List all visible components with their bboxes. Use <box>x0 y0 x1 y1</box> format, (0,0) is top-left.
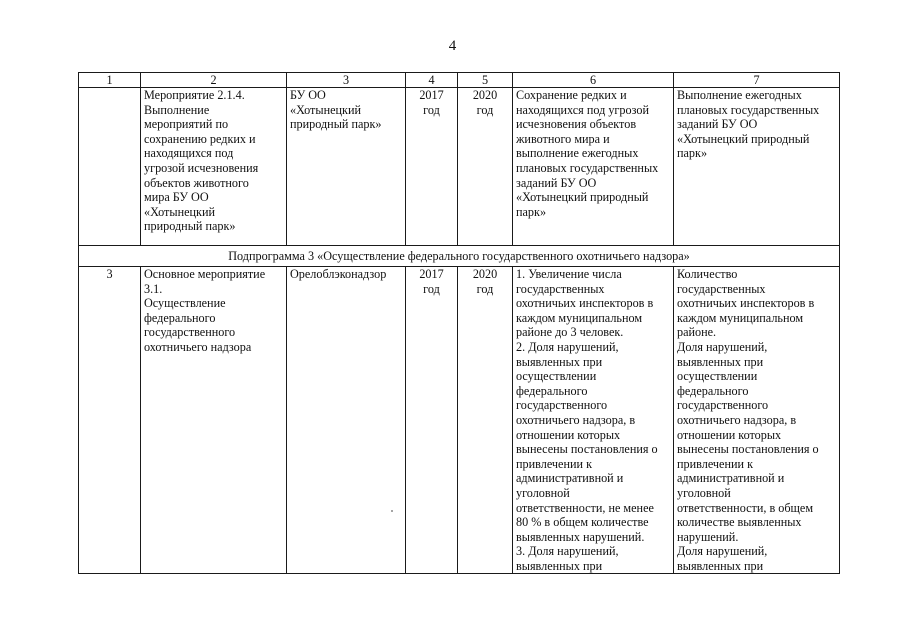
text-line: 2017 <box>419 267 444 281</box>
text-line: вынесены постановления о <box>677 442 819 457</box>
expected-result-cell <box>513 267 674 574</box>
text-line: государственного <box>677 398 769 413</box>
text-line: парк» <box>677 146 708 161</box>
text-line: уголовной <box>516 485 570 500</box>
text-line: выявленных при <box>516 558 603 573</box>
text-line: заданий БУ ОО <box>677 117 758 132</box>
text-line: Выполнение ежегодных <box>677 88 802 102</box>
header-cell: 6 <box>513 73 674 88</box>
text-line: охотничьего надзора, в <box>516 412 636 427</box>
text-line: охотничьего надзора, в <box>677 412 797 427</box>
text-line: сохранению редких и <box>144 131 256 146</box>
subprogram-title: Подпрограмма 3 «Осуществление федерального государственного охотничьего надзора» <box>79 246 840 267</box>
start-year-cell <box>406 267 458 574</box>
text-line: природный парк» <box>290 117 382 132</box>
text-line: федерального <box>144 310 216 325</box>
text-line: 80 % в общем количестве <box>516 515 649 530</box>
text-line: Количество <box>677 267 738 281</box>
text-line: 2020 <box>472 88 498 102</box>
text-line: мероприятий по <box>144 117 229 132</box>
text-line: каждом муниципальном <box>677 310 804 325</box>
page-number: 4 <box>448 38 457 54</box>
text-line: федерального <box>677 383 749 398</box>
text-line: ответственности, не менее <box>516 500 654 515</box>
text-line: Сохранение редких и <box>516 88 627 102</box>
indicator-cell <box>674 88 840 246</box>
event-cell <box>141 267 287 574</box>
text-line: охотничьих инспекторов в <box>677 296 815 311</box>
text-line: 2. Доля нарушений, <box>516 339 619 354</box>
text-line: животного мира и <box>516 131 610 146</box>
text-line: охотничьего надзора <box>144 339 252 354</box>
table-row <box>79 267 840 574</box>
start-year-cell <box>406 88 458 246</box>
text-line: уголовной <box>677 485 731 500</box>
table-row <box>79 88 840 246</box>
header-cell: 4 <box>406 73 458 88</box>
text-line: «Хотынецкий природный <box>516 190 649 205</box>
header-cell: 7 <box>674 73 840 88</box>
indicator-cell <box>674 267 840 574</box>
text-line: парк» <box>516 204 547 219</box>
text-line: осуществлении <box>677 369 758 384</box>
text-line: Осуществление <box>144 296 226 311</box>
subprogram-row <box>79 246 840 267</box>
text-line: мира БУ ОО <box>144 190 209 205</box>
text-line: выявленных при <box>677 558 764 573</box>
text-line: выявленных при <box>516 354 603 369</box>
text-line: «Хотынецкий <box>290 102 361 117</box>
header-cell: 3 <box>287 73 406 88</box>
text-line: Доля нарушений, <box>677 339 768 354</box>
table-header-row <box>79 73 840 88</box>
text-line: привлечении к <box>516 456 592 471</box>
text-line: угрозой исчезновения <box>144 160 259 175</box>
text-line: «Хотынецкий природный <box>677 131 810 146</box>
end-year-cell <box>458 88 513 246</box>
text-line: «Хотынецкий <box>144 204 215 219</box>
executor-cell <box>287 88 406 246</box>
event-cell <box>141 88 287 246</box>
text-line: природный парк» <box>144 219 236 234</box>
text-line: районе до 3 человек. <box>516 325 624 340</box>
text-line: охотничьих инспекторов в <box>516 296 654 311</box>
text-line: осуществлении <box>516 369 597 384</box>
text-line: исчезновения объектов <box>516 117 637 132</box>
header-cell: 5 <box>458 73 513 88</box>
text-line: государственного <box>516 398 608 413</box>
text-line: заданий БУ ОО <box>516 175 597 190</box>
text-line: государственных <box>516 281 605 296</box>
end-year-cell <box>458 267 513 574</box>
text-line: 1. Увеличение числа <box>516 267 622 281</box>
text-line: год <box>476 102 494 117</box>
text-line: районе. <box>677 325 717 340</box>
header-cell: 2 <box>141 73 287 88</box>
text-line: объектов животного <box>144 175 249 190</box>
text-line: привлечении к <box>677 456 753 471</box>
text-line: 3. Доля нарушений, <box>516 544 619 559</box>
text-line: Мероприятие 2.1.4. <box>144 88 245 102</box>
text-line: год <box>476 281 494 296</box>
text-line: Орелоблэконадзор <box>290 267 387 281</box>
scan-speck <box>391 510 393 512</box>
text-line: год <box>423 102 440 117</box>
text-line: каждом муниципальном <box>516 310 643 325</box>
text-line: ответственности, в общем <box>677 500 814 515</box>
text-line: выполнение ежегодных <box>516 146 639 161</box>
text-line: административной и <box>516 471 624 486</box>
text-line: нарушений. <box>677 529 739 544</box>
text-line: Доля нарушений, <box>677 544 768 559</box>
program-table <box>78 72 840 574</box>
header-cell: 1 <box>79 73 141 88</box>
text-line: государственного <box>144 325 236 340</box>
text-line: плановых государственных <box>516 160 659 175</box>
text-line: БУ ОО <box>290 88 326 102</box>
row-number-cell: 3 <box>79 267 141 574</box>
text-line: отношении которых <box>516 427 621 442</box>
text-line: Выполнение <box>144 102 210 117</box>
text-line: Основное мероприятие <box>144 267 266 281</box>
text-line: 2017 <box>419 88 444 102</box>
text-line: плановых государственных <box>677 102 820 117</box>
executor-cell <box>287 267 406 574</box>
text-line: государственных <box>677 281 766 296</box>
expected-result-cell <box>513 88 674 246</box>
text-line: выявленных нарушений. <box>516 529 645 544</box>
text-line: год <box>423 281 440 296</box>
row-number-cell <box>79 88 141 246</box>
text-line: вынесены постановления о <box>516 442 658 457</box>
text-line: федерального <box>516 383 588 398</box>
text-line: находящихся под угрозой <box>516 102 649 117</box>
text-line: отношении которых <box>677 427 782 442</box>
text-line: 2020 <box>472 267 498 281</box>
text-line: 3.1. <box>144 281 163 296</box>
text-line: выявленных при <box>677 354 764 369</box>
text-line: административной и <box>677 471 785 486</box>
text-line: находящихся под <box>144 146 234 161</box>
text-line: количестве выявленных <box>677 515 802 530</box>
